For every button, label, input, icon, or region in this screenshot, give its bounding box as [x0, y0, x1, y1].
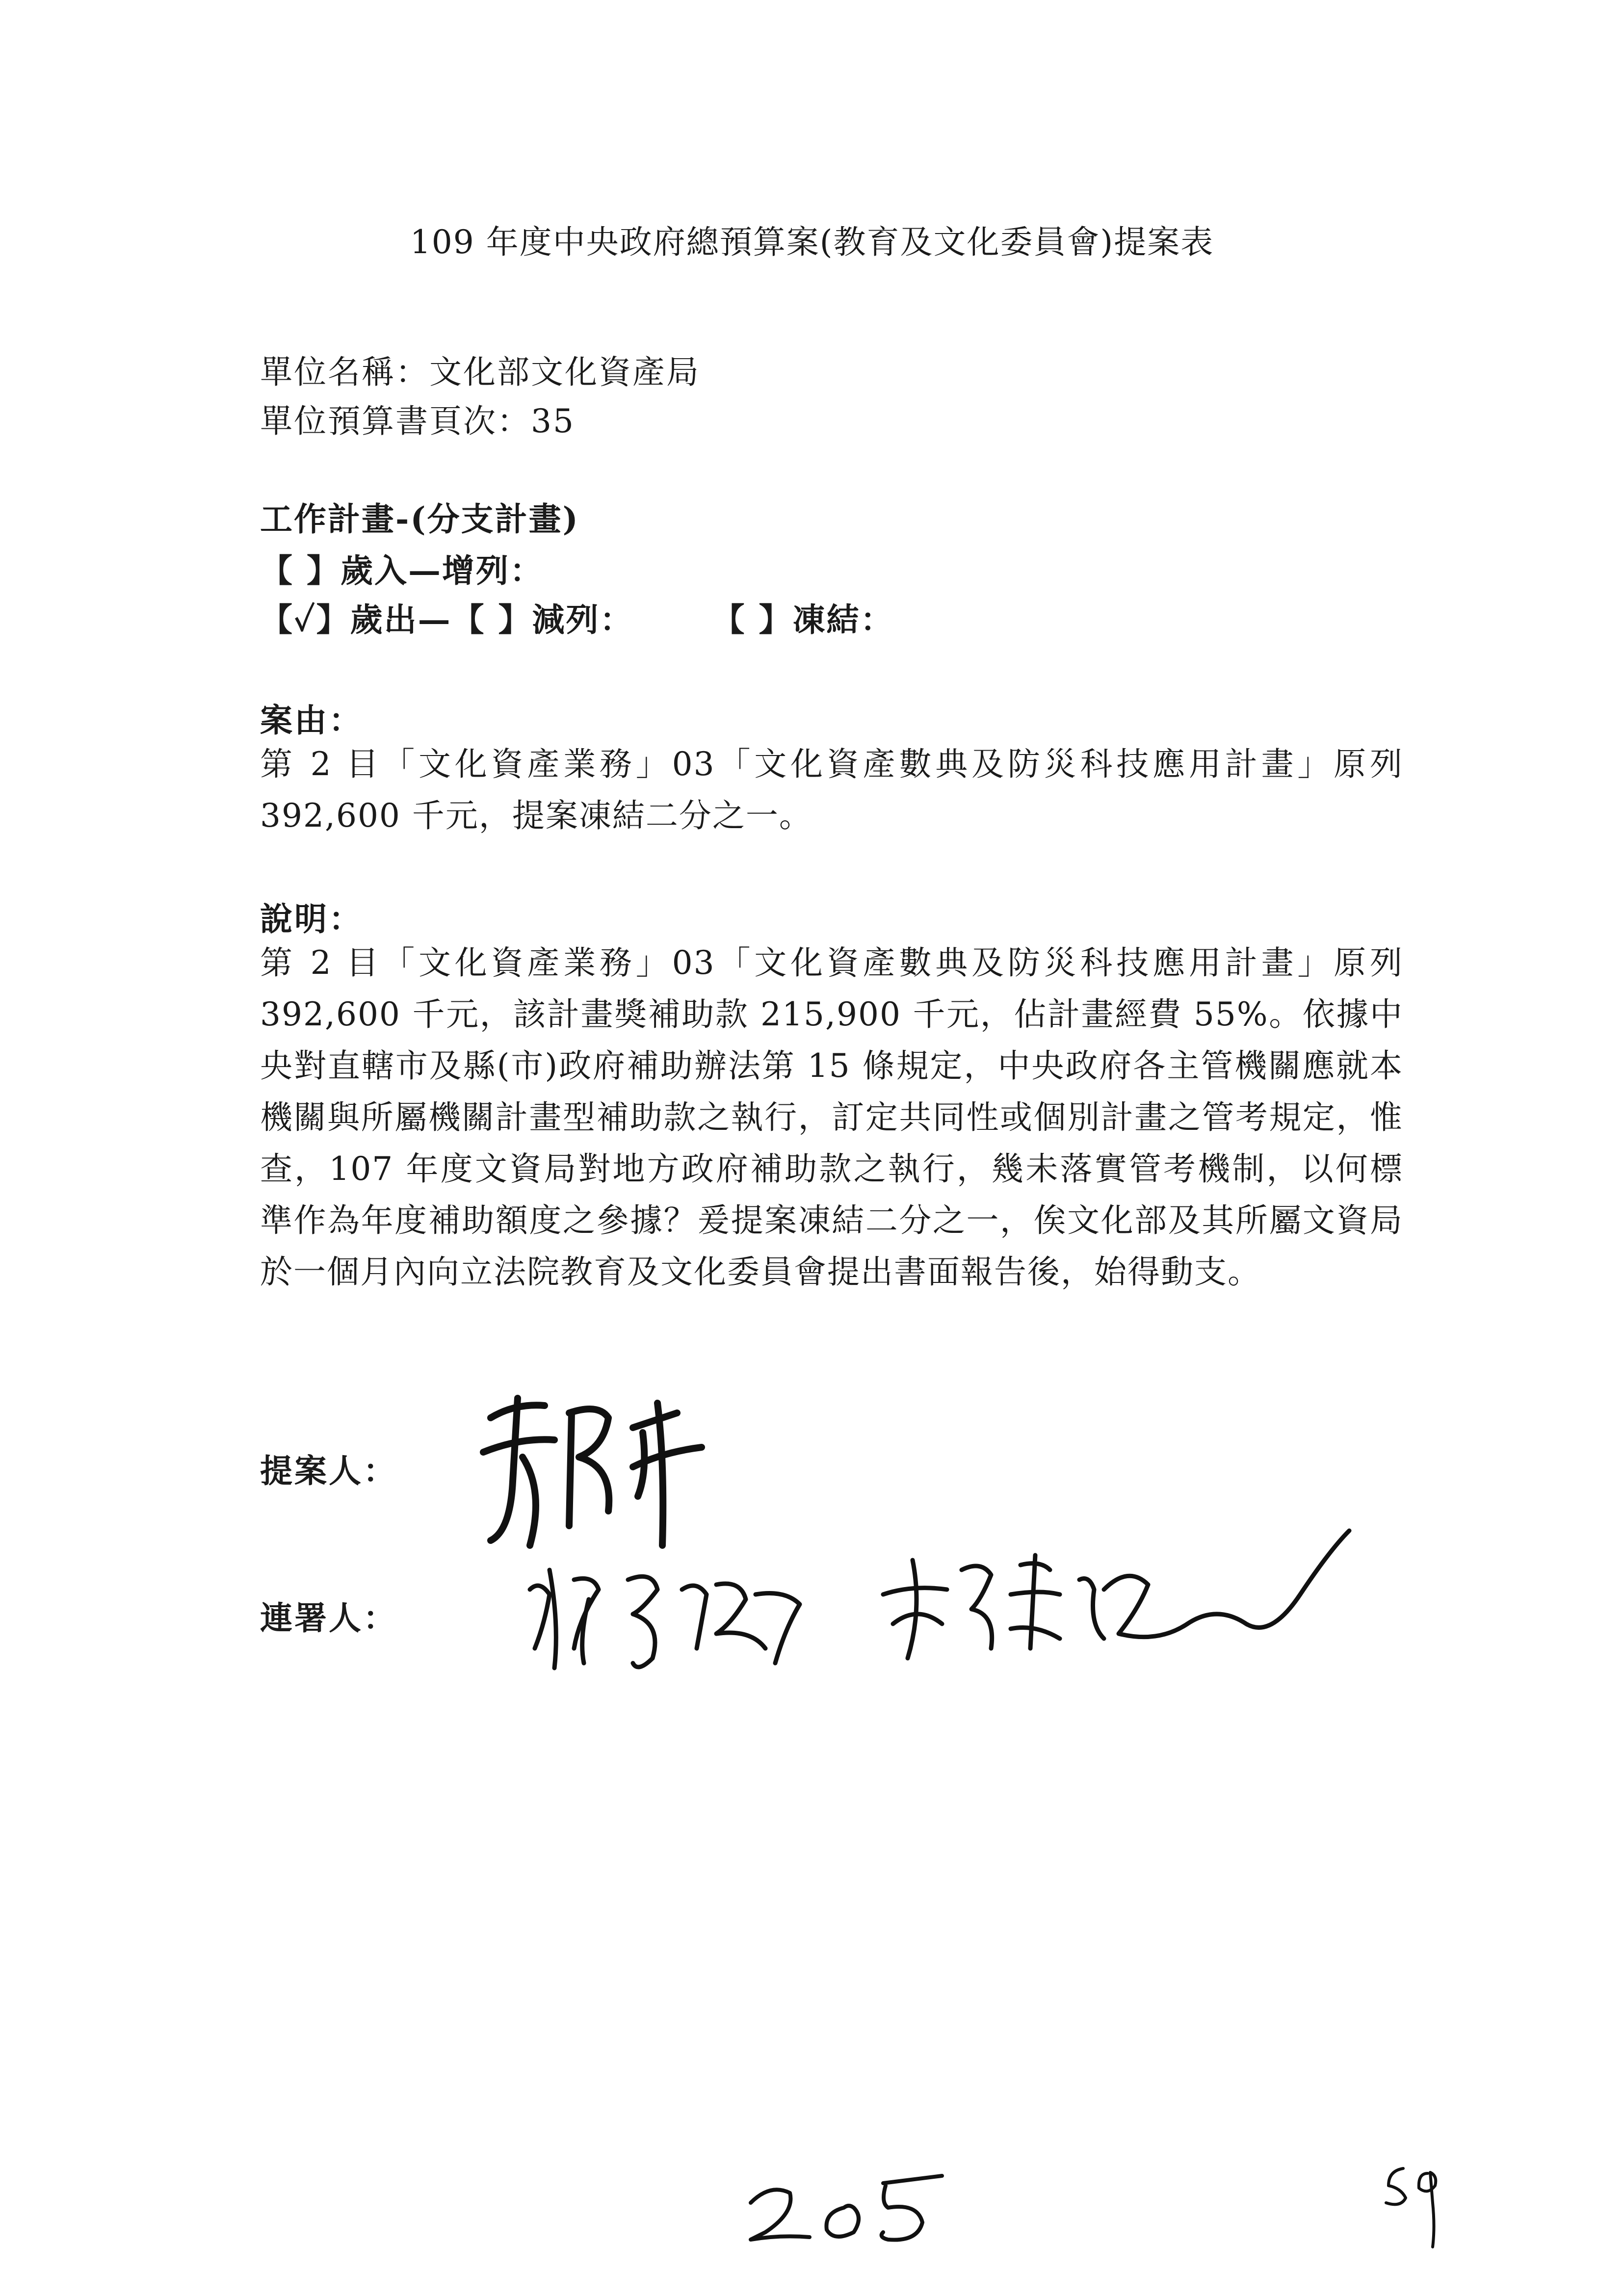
reason-text: 第 2 目「文化資產業務」03「文化資產數典及防災科技應用計畫」原列 392,600 千元，提案凍結二分之一。: [260, 745, 1403, 835]
expenditure-line: [260, 594, 894, 640]
explanation-heading: 說明：: [260, 900, 363, 938]
handwritten-corner-number: [1374, 2159, 1462, 2257]
reason-heading: 案由：: [260, 701, 363, 739]
expenditure-reduce-checkbox-label: 【✓】歲出—【 】減列：: [260, 600, 634, 639]
revenue-increase-line: 【 】歲入—增列：: [260, 551, 544, 590]
budget-page: 單位預算書頁次：35: [260, 402, 575, 440]
proposer-label: 提案人：: [260, 1452, 397, 1490]
explanation-text: 第 2 目「文化資產業務」03「文化資產數典及防災科技應用計畫」原列 392,600 千元，該計畫獎補助款 215,900 千元，佔計畫經費 55%。依據中央對直轄市及縣(市)政府補助辦法第 15 條規定，中央政府各主管機關應就本機關與所屬機關計畫型補助款之執行，訂定共同性或個別計畫之管考規定，惟查，107 年度文資局對地方政府補助款之執行，幾未落實管考機制，以何標準作為年度補助額度之參據？爰提案凍結二分之一，俟文化部及其所屬文資局於一個月內向立法院教育及文化委員會提出書面報告後，始得動支。: [260, 944, 1403, 1291]
handwritten-page-number: [736, 2149, 971, 2247]
unit-name: 單位名稱：文化部文化資產局: [260, 353, 700, 391]
freeze-checkbox-label: 【 】凍結：: [712, 600, 894, 639]
cosigner-label: 連署人：: [260, 1599, 397, 1637]
work-plan-line: 工作計畫-(分支計畫): [260, 500, 579, 538]
document-title: 109 年度中央政府總預算案(教育及文化委員會)提案表: [410, 223, 1214, 261]
